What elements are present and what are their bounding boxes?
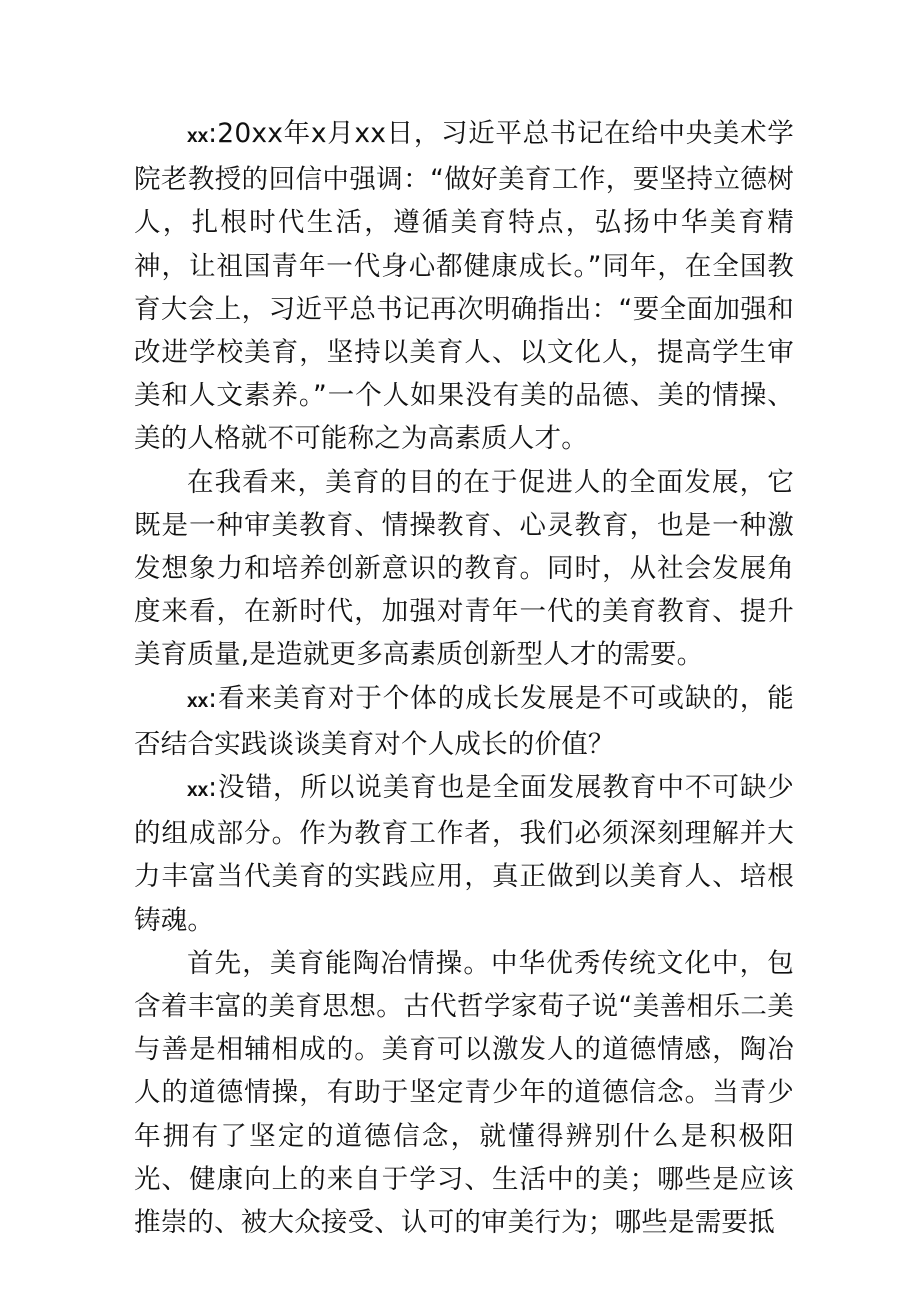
paragraph-3 <box>134 677 794 766</box>
speaker-label: xx <box>187 780 209 802</box>
paragraph-4 <box>134 766 794 942</box>
paragraph-text: 在我看来，美育的目的在于促进人的全面发展，它既是一种审美教育、情操教育、心灵教育，也是一种激发想象力和培养创新意识的教育。同时，从社会发展角度来看，在新时代，加强对青年一代的美育教育、提升美育质量,是造就更多高素质创新型人才的需要。 <box>134 466 794 671</box>
paragraph-text: :看来美育对于个体的成长发展是不可或缺的，能否结合实践谈谈美育对个人成长的价值？ <box>134 682 794 760</box>
document-body <box>134 112 794 1244</box>
paragraph-1 <box>134 112 794 461</box>
paragraph-text: 首先，美育能陶冶情操。中华优秀传统文化中，包含着丰富的美育思想。古代哲学家荀子说“美善相乐二美与善是相辅相成的。美育可以激发人的道德情感，陶冶人的道德情操，有助于坚定青少年的道德信念。当青少年拥有了坚定的道德信念，就懂得辨别什么是积极阳光、健康向上的来自于学习、生活中的美；哪些是应该推崇的、被大众接受、认可的审美行为；哪些是需要抵 <box>134 947 794 1239</box>
paragraph-5 <box>134 942 794 1244</box>
paragraph-text: :没错，所以说美育也是全面发展教育中不可缺少的组成部分。作为教育工作者，我们必须深刻理解并大力丰富当代美育的实践应用，真正做到以美育人、培根铸魂。 <box>134 772 794 936</box>
speaker-label: xx <box>187 126 209 147</box>
paragraph-2 <box>134 461 794 677</box>
speaker-label: xx <box>187 690 209 712</box>
paragraph-text: :20xx年x月xx日，习近平总书记在给中央美术学院老教授的回信中强调：“做好美育工作，要坚持立德树人，扎根时代生活，遵循美育特点，弘扬中华美育精神，让祖国青年一代身心都健康成长。”同年，在全国教育大会上，习近平总书记再次明确指出：“要全面加强和改进学校美育，坚持以美育人、以文化人，提高学生审美和人文素养。”一个人如果没有美的品德、美的情操、美的人格就不可能称之为高素质人才。 <box>134 118 794 455</box>
